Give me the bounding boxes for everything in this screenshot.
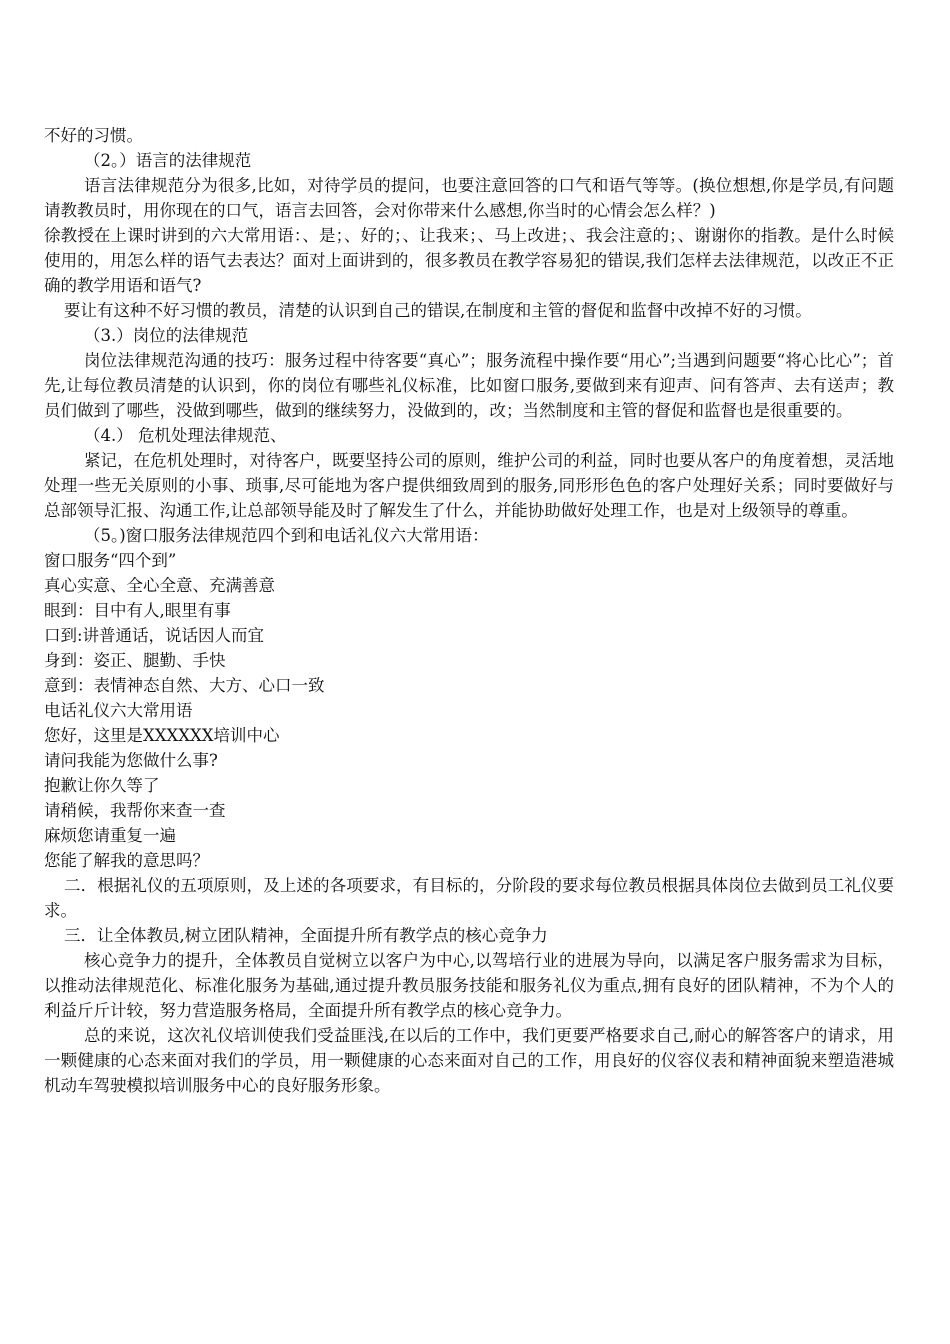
section-heading: 二．根据礼仪的五项原则，及上述的各项要求，有目标的，分阶段的要求每位教员根据具体岗位去做到员工礼仪要求。 bbox=[44, 876, 894, 920]
list-heading: 电话礼仪六大常用语 bbox=[44, 701, 193, 720]
section-heading: （5。)窗口服务法律规范四个到和电话礼仪六大常用语： bbox=[84, 526, 489, 545]
section-heading: （4.） 危机处理法律规范、 bbox=[84, 426, 287, 445]
list-item: 口到:讲普通话，说话因人而宜 bbox=[44, 626, 265, 645]
list-item: 真心实意、全心全意、充满善意 bbox=[44, 576, 275, 595]
paragraph: 要让有这种不好习惯的教员，清楚的认识到自己的错误,在制度和主管的督促和监督中改掉不好的习惯。 bbox=[64, 301, 812, 320]
section-heading: （2。）语言的法律规范 bbox=[84, 151, 252, 170]
paragraph: 紧记，在危机处理时，对待客户，既要坚持公司的原则，维护公司的利益，同时也要从客户的角度着想，灵活地处理一些无关原则的小事、琐事,尽可能地为客户提供细致周到的服务,同形形色色的客户处理好关系；同时要做好与总部领导汇报、沟通工作,让总部领导能及时了解发生了什么，并能协助做好处理工作，也是对上级领导的尊重。 bbox=[44, 451, 894, 520]
list-item: 请稍候，我帮你来查一查 bbox=[44, 801, 226, 820]
list-item: 请问我能为您做什么事? bbox=[44, 751, 218, 770]
list-item: 您能了解我的意思吗？ bbox=[44, 851, 209, 870]
list-item: 意到：表情神态自然、大方、心口一致 bbox=[44, 676, 325, 695]
list-item: 您好，这里是XXXXXX培训中心 bbox=[44, 726, 280, 745]
paragraph: 语言法律规范分为很多,比如，对待学员的提问，也要注意回答的口气和语气等等。(换位想想,你是学员,有问题请教教员时，用你现在的口气，语言去回答，会对你带来什么感想,你当时的心情会怎么样？) bbox=[44, 176, 895, 220]
paragraph: 徐教授在上课时讲到的六大常用语：、是；、好的；、让我来；、马上改进；、我会注意的；、谢谢你的指教。是什么时候使用的，用怎么样的语气去表达？面对上面讲到的，很多教员在教学容易犯的错误,我们怎样去法律规范，以改正不正确的教学用语和语气? bbox=[44, 226, 894, 295]
section-heading: （3.）岗位的法律规范 bbox=[84, 326, 249, 345]
list-item: 麻烦您请重复一遍 bbox=[44, 826, 176, 845]
document-body bbox=[44, 123, 894, 1098]
list-item: 眼到：目中有人,眼里有事 bbox=[44, 601, 231, 620]
list-heading: 窗口服务“四个到” bbox=[44, 551, 177, 570]
paragraph: 总的来说，这次礼仪培训使我们受益匪浅,在以后的工作中，我们更要严格要求自己,耐心的解答客户的请求，用一颗健康的心态来面对我们的学员，用一颗健康的心态来面对自己的工作，用良好的仪容仪表和精神面貌来塑造港城机动车驾驶模拟培训服务中心的良好服务形象。 bbox=[44, 1026, 894, 1095]
paragraph: 核心竞争力的提升，全体教员自觉树立以客户为中心,以驾培行业的进展为导向，以满足客户服务需求为目标，以推动法律规范化、标准化服务为基础,通过提升教员服务技能和服务礼仪为重点,拥有良好的团队精神，不为个人的利益斤斤计较，努力营造服务格局，全面提升所有教学点的核心竞争力。 bbox=[44, 951, 894, 1020]
paragraph: 不好的习惯。 bbox=[44, 126, 143, 145]
list-item: 抱歉让你久等了 bbox=[44, 776, 160, 795]
list-item: 身到：姿正、腿勤、手快 bbox=[44, 651, 226, 670]
paragraph: 岗位法律规范沟通的技巧：服务过程中待客要“真心”；服务流程中操作要“用心”;当遇到问题要“将心比心”；首先,让每位教员清楚的认识到，你的岗位有哪些礼仪标准，比如窗口服务,要做到来有迎声、问有答声、去有送声；教员们做到了哪些，没做到哪些，做到的继续努力，没做到的，改；当然制度和主管的督促和监督也是很重要的。 bbox=[44, 351, 894, 420]
section-heading: 三．让全体教员,树立团队精神，全面提升所有教学点的核心竞争力 bbox=[64, 926, 548, 945]
